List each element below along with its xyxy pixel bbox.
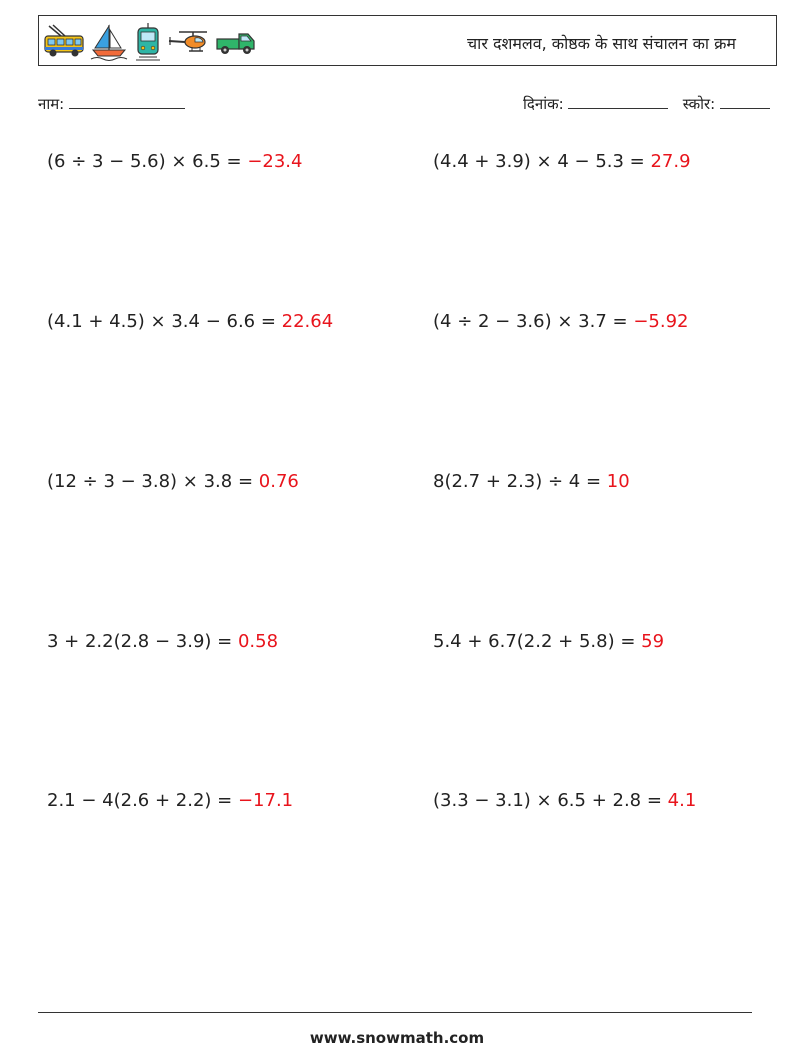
date-score-fields <box>523 94 770 114</box>
problem-expression: (3.3 − 3.1) × 6.5 + 2.8 = <box>433 790 668 811</box>
header-icons <box>43 22 257 62</box>
problem-5 <box>47 471 299 492</box>
problem-1 <box>47 151 302 172</box>
problem-answer: 59 <box>641 631 665 652</box>
problem-answer: 27.9 <box>650 151 691 172</box>
problem-expression: (4 ÷ 2 − 3.6) × 3.7 = <box>433 311 634 332</box>
problem-expression: 2.1 − 4(2.6 + 2.2) = <box>47 790 238 811</box>
name-field <box>38 94 185 114</box>
problem-expression: (4.1 + 4.5) × 3.4 − 6.6 = <box>47 311 282 332</box>
problem-expression: 5.4 + 6.7(2.2 + 5.8) = <box>433 631 642 652</box>
problem-4 <box>433 311 688 332</box>
problem-expression: (6 ÷ 3 − 5.6) × 6.5 = <box>47 151 248 172</box>
tram-icon <box>133 22 163 62</box>
pickup-truck-icon <box>215 27 257 57</box>
helicopter-icon <box>167 27 211 57</box>
date-label: दिनांक: <box>523 95 564 113</box>
problem-answer: 0.58 <box>237 631 279 652</box>
footer-divider <box>38 1012 752 1013</box>
problem-answer: −17.1 <box>237 790 294 811</box>
date-blank <box>568 94 668 109</box>
problem-3 <box>47 311 333 332</box>
problem-answer: 0.76 <box>258 471 299 492</box>
header-box <box>38 15 777 66</box>
problem-expression: (4.4 + 3.9) × 4 − 5.3 = <box>433 151 651 172</box>
problem-7 <box>47 631 278 652</box>
problem-6 <box>433 471 630 492</box>
footer-url[interactable]: www.snowmath.com <box>309 1029 485 1047</box>
name-label: नाम: <box>38 95 65 113</box>
problem-expression: 8(2.7 + 2.3) ÷ 4 = <box>433 471 607 492</box>
problem-answer: 22.64 <box>281 311 334 332</box>
worksheet-title: चार दशमलव, कोष्ठक के साथ संचालन का क्रम <box>467 34 736 53</box>
name-blank <box>69 94 185 109</box>
problem-answer: 10 <box>606 471 630 492</box>
problem-answer: −5.92 <box>633 311 689 332</box>
problem-expression: 3 + 2.2(2.8 − 3.9) = <box>47 631 238 652</box>
problem-answer: −23.4 <box>247 151 303 172</box>
score-label: स्कोर: <box>682 95 716 113</box>
sailboat-icon <box>89 22 129 62</box>
score-blank <box>720 94 770 109</box>
problem-answer: 4.1 <box>667 790 697 811</box>
problem-expression: (12 ÷ 3 − 3.8) × 3.8 = <box>47 471 259 492</box>
trolleybus-icon <box>43 24 85 60</box>
problem-2 <box>433 151 691 172</box>
problem-10 <box>433 790 696 811</box>
problem-9 <box>47 790 293 811</box>
problem-8 <box>433 631 664 652</box>
